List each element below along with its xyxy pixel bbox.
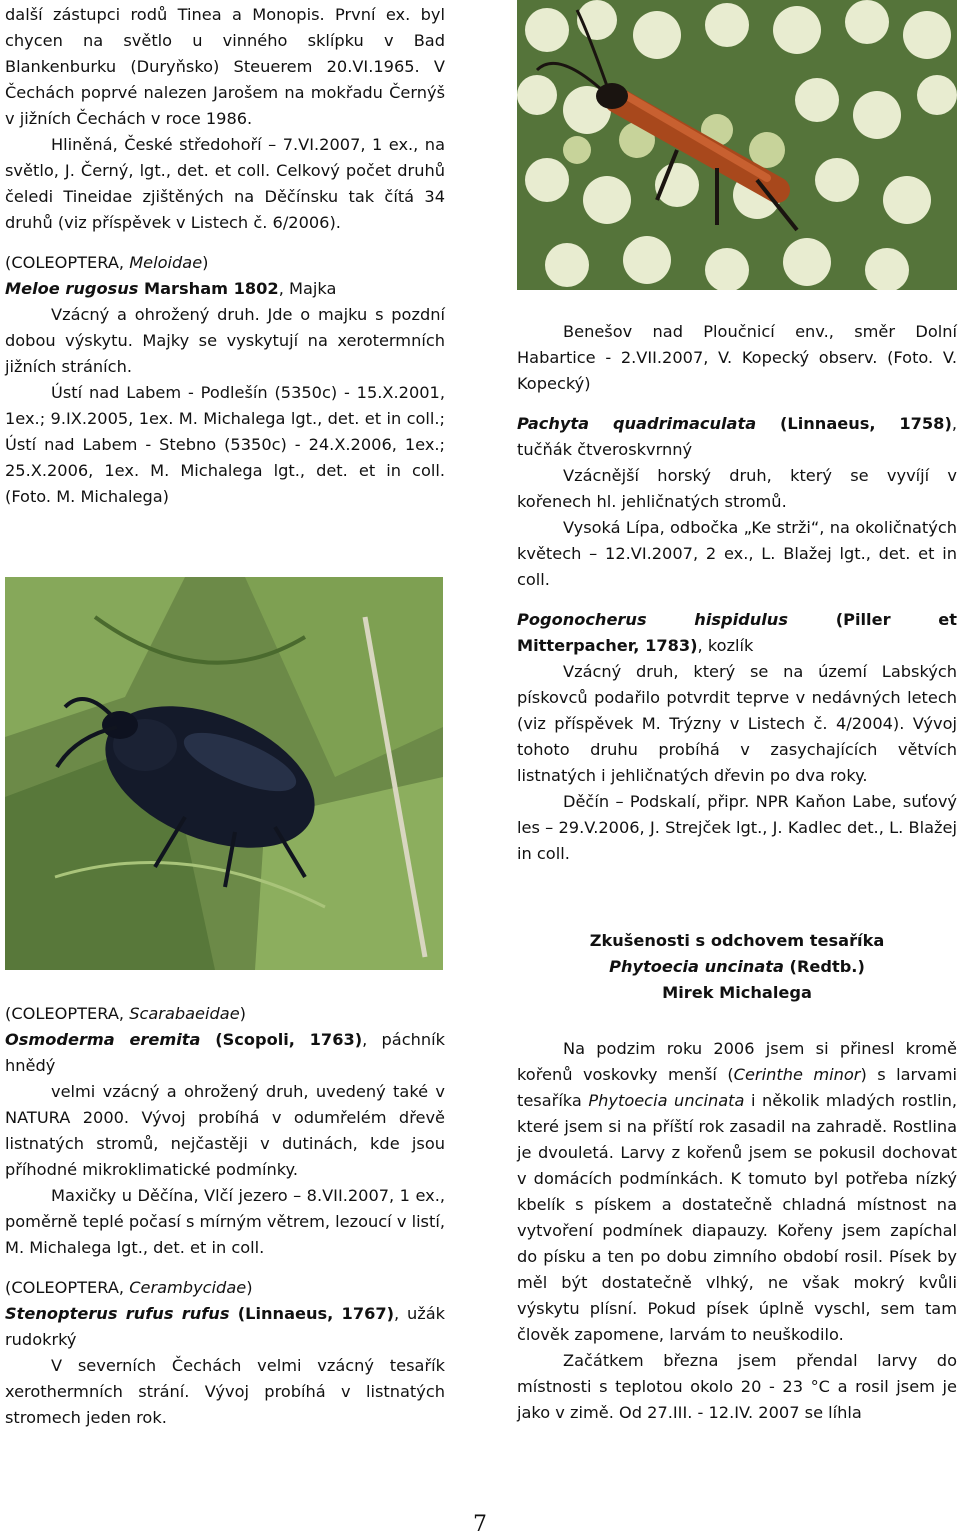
osmoderma-group-line: (COLEOPTERA, Scarabaeidae) [5,1004,246,1023]
stenopterus-species-line: Stenopterus rufus rufus (Linnaeus, 1767), užák rudokrký [5,1304,446,1349]
article [517,928,957,1426]
pogonocherus-species-line: Pogonocherus hispidulus (Piller et Mitterpacher, 1783), kozlík [517,610,957,655]
stenopterus-record: Benešov nad Ploučnicí env., směr Dolní Habartice - 2.VII.2007, V. Kopecký observ. (Foto. V. Kopecký) [517,322,957,393]
meloe-species-line: Meloe rugosus Marsham 1802, Majka [5,279,337,298]
species-name: Meloe rugosus [5,279,139,298]
family-name: Cerambycidae [129,1278,247,1297]
page-number: 7 [473,1512,487,1537]
species-name: Pogonocherus hispidulus [517,610,788,629]
article-paragraph-1: Na podzim roku 2006 jsem si přinesl kromě kořenů voskovky menší (Cerinthe minor) s larvami tesaříka Phytoecia uncinata i několik mladých rostlin, které jsem si na příští rok zasadil na zahradě. Rostlina je dvouletá. Larvy z kořenů jsem se pokusil dochovat v domácích podmínkách. K tomuto byl potřeba nízký kbelík s pískem a dostatečně chladná místnost na vytvoření podmínek diapauzy. Kořeny jsem zapíchal do písku a ten po dobu zimního období rosil. Písek by měl být dostatečně vlhký, ne však mokrý kvůli výskytu plísní. Pokud písek úplně vyschl, sem tam člověk zapomene, larvám to neuškodilo. [517,1039,957,1344]
species-name: Stenopterus rufus rufus [5,1304,230,1323]
pogonocherus-record: Děčín – Podskalí, připr. NPR Kaňon Labe, suťový les – 29.V.2006, J. Strejček lgt., J. Kadlec det., L. Blažej in coll. [517,792,957,863]
article-byline: Mirek Michalega [662,983,812,1002]
pachyta-species-line: Pachyta quadrimaculata (Linnaeus, 1758), tučňák čtveroskvrnný [517,414,958,459]
left-column-bottom [5,1001,445,1431]
family-name: Scarabaeidae [129,1004,240,1023]
tinea-record-paragraph: Hliněná, České středohoří – 7.VI.2007, 1 ex., na světlo, J. Černý, lgt., det. et coll. Celkový počet druhů čeledi Tineidae zjištěných na Děčínsku tak čítá 34 druhů (viz příspěvek v Listech č. 6/2006). [5,135,445,232]
osmoderma-species-line: Osmoderma eremita (Scopoli, 1763), páchník hnědý [5,1030,445,1075]
article-title: Zkušenosti s odchovem tesaříka [589,931,885,950]
family-name: Meloidae [129,253,203,272]
pogonocherus-description: Vzácný druh, který se na území Labských pískovců podařilo potvrdit teprve v nedávných letech (viz příspěvek M. Trýzny v Listech č. 4/2004). Vývoj tohoto druhu probíhá v zasychajících větvích listnatých i jehličnatých dřevin po dva roky. [517,662,957,785]
meloe-description: Vzácný a ohrožený druh. Jde o majku s pozdní dobou výskytu. Majky se vyskytují na xerotermních jižních stráních. [5,305,445,376]
stenopterus-description: V severních Čechách velmi vzácný tesařík xerothermních strání. Vývoj probíhá v listnatých stromech jeden rok. [5,1356,445,1427]
stenopterus-photo [517,0,957,290]
species-name: Phytoecia uncinata [609,957,784,976]
article-paragraph-2: Začátkem března jsem přendal larvy do místnosti s teplotou okolo 20 - 23 °C a rosil jsem je jako v zimě. Od 27.III. - 12.IV. 2007 se líhla [517,1351,957,1422]
stenopterus-photo-image [517,0,957,290]
meloe-photo [5,577,443,970]
right-column [517,319,957,867]
species-name: Osmoderma eremita [5,1030,201,1049]
left-column-top [5,2,445,510]
species-name: Phytoecia uncinata [588,1091,745,1110]
meloe-group-line: (COLEOPTERA, Meloidae) [5,253,209,272]
osmoderma-record: Maxičky u Děčína, Vlčí jezero – 8.VII.2007, 1 ex., poměrně teplé počasí s mírným větrem, lezoucí v listí, M. Michalega lgt., det. et in coll. [5,1186,445,1257]
species-name: Pachyta quadrimaculata [517,414,757,433]
article-subtitle: Phytoecia uncinata (Redtb.) [609,957,865,976]
stenopterus-group-line: (COLEOPTERA, Cerambycidae) [5,1278,253,1297]
pachyta-description: Vzácnější horský druh, který se vyvíjí v kořenech hl. jehličnatých stromů. [517,466,957,511]
osmoderma-description: velmi vzácný a ohrožený druh, uvedený také v NATURA 2000. Vývoj probíhá v odumřelém dřevě listnatých stromů, nejčastěji v dutinách, kde jsou příhodné mikroklimatické podmínky. [5,1082,445,1179]
meloe-record: Ústí nad Labem - Podlešín (5350c) - 15.X.2001, 1ex.; 9.IX.2005, 1ex. M. Michalega lgt., det. et in coll.; Ústí nad Labem - Stebno (5350c) - 24.X.2006, 1ex.; 25.X.2006, 1ex. M. Michalega lgt., det. et in coll. (Foto. M. Michalega) [5,383,445,506]
pachyta-record: Vysoká Lípa, odbočka „Ke strži“, na okoličnatých květech – 12.VI.2007, 2 ex., L. Blažej lgt., det. et in coll. [517,518,957,589]
intro-paragraph: další zástupci rodů Tinea a Monopis. První ex. byl chycen na světlo u vinného sklípku v Bad Blankenburku (Duryňsko) Steuerem 20.VI.1965. V Čechách poprvé nalezen Jarošem na mokřadu Černýš v jižních Čechách v roce 1986. [5,5,445,128]
meloe-photo-image [5,577,443,970]
plant-name: Cerinthe minor [733,1065,861,1084]
